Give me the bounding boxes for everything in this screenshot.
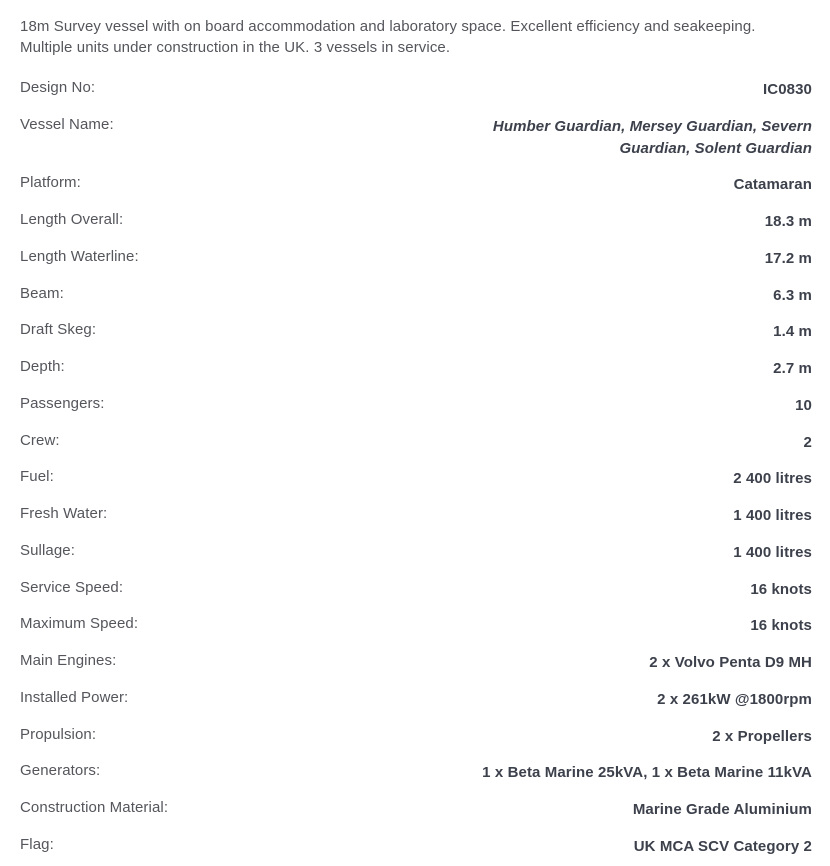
spec-label: Draft Skeg: — [20, 321, 97, 339]
spec-value: UK MCA SCV Category 2 — [633, 837, 812, 855]
spec-row — [20, 109, 812, 168]
spec-label: Main Engines: — [20, 652, 117, 669]
spec-label: Crew: — [20, 431, 60, 449]
spec-row — [20, 608, 812, 645]
spec-label: Installed Power: — [20, 688, 129, 706]
spec-label: Vessel Name: — [20, 115, 114, 133]
spec-value: Catamaran — [733, 176, 812, 194]
spec-label: Depth: — [20, 358, 65, 375]
spec-value: 2 x Propellers — [712, 727, 812, 745]
spec-value: Marine Grade Aluminium — [632, 801, 812, 818]
spec-row — [20, 682, 812, 719]
spec-value: 16 knots — [750, 617, 812, 635]
spec-value: 1 400 litres — [733, 543, 812, 561]
spec-row — [20, 351, 812, 388]
spec-label: Platform: — [20, 174, 81, 192]
spec-row — [20, 572, 812, 609]
spec-row — [20, 829, 812, 866]
spec-row — [20, 719, 812, 756]
spec-row — [20, 314, 812, 351]
spec-row — [20, 278, 812, 315]
spec-label: Fresh Water: — [20, 505, 108, 522]
spec-value: 2 — [803, 433, 812, 451]
spec-label: Passengers: — [20, 394, 105, 412]
spec-label: Maximum Speed: — [20, 615, 139, 633]
vessel-description: 18m Survey vessel with on board accommodation and laboratory space. Excellent efficiency and seakeeping. Multiple units under construction in the UK. 3 vessels in service. — [20, 18, 756, 56]
spec-value: 18.3 m — [764, 213, 812, 230]
spec-row — [20, 461, 812, 498]
spec-label: Length Waterline: — [20, 247, 139, 265]
spec-table — [20, 72, 812, 866]
spec-value: 2 x Volvo Penta D9 MH — [649, 654, 812, 671]
spec-label: Length Overall: — [20, 211, 124, 228]
spec-row — [20, 425, 812, 462]
spec-value: 10 — [795, 396, 812, 414]
spec-value: Humber Guardian, Mersey Guardian, Severn Guardian, Solent Guardian — [492, 117, 812, 157]
spec-label: Generators: — [20, 762, 101, 780]
spec-label: Design No: — [20, 79, 96, 96]
spec-row — [20, 167, 812, 204]
spec-label: Service Speed: — [20, 578, 124, 596]
spec-row — [20, 755, 812, 792]
spec-row — [20, 645, 812, 682]
spec-row — [20, 792, 812, 829]
spec-row — [20, 535, 812, 572]
spec-label: Flag: — [20, 835, 54, 853]
spec-value: 2 x 261kW @1800rpm — [657, 690, 812, 708]
spec-value: 1 x Beta Marine 25kVA, 1 x Beta Marine 11kVA — [482, 764, 812, 782]
spec-label: Beam: — [20, 284, 64, 302]
spec-row — [20, 388, 812, 425]
spec-row — [20, 204, 812, 241]
spec-value: 1 400 litres — [733, 507, 812, 524]
spec-value: 2.7 m — [773, 360, 812, 377]
spec-label: Fuel: — [20, 468, 54, 486]
spec-value: 1.4 m — [773, 323, 812, 341]
spec-value: 6.3 m — [773, 286, 812, 304]
spec-value: 16 knots — [750, 580, 812, 598]
spec-label: Construction Material: — [20, 799, 169, 816]
spec-value: IC0830 — [763, 81, 812, 98]
spec-label: Propulsion: — [20, 725, 97, 743]
spec-value: 2 400 litres — [733, 470, 812, 488]
spec-label: Sullage: — [20, 541, 76, 559]
spec-row — [20, 241, 812, 278]
spec-row — [20, 498, 812, 535]
spec-row — [20, 72, 812, 109]
spec-value: 17.2 m — [764, 249, 812, 267]
